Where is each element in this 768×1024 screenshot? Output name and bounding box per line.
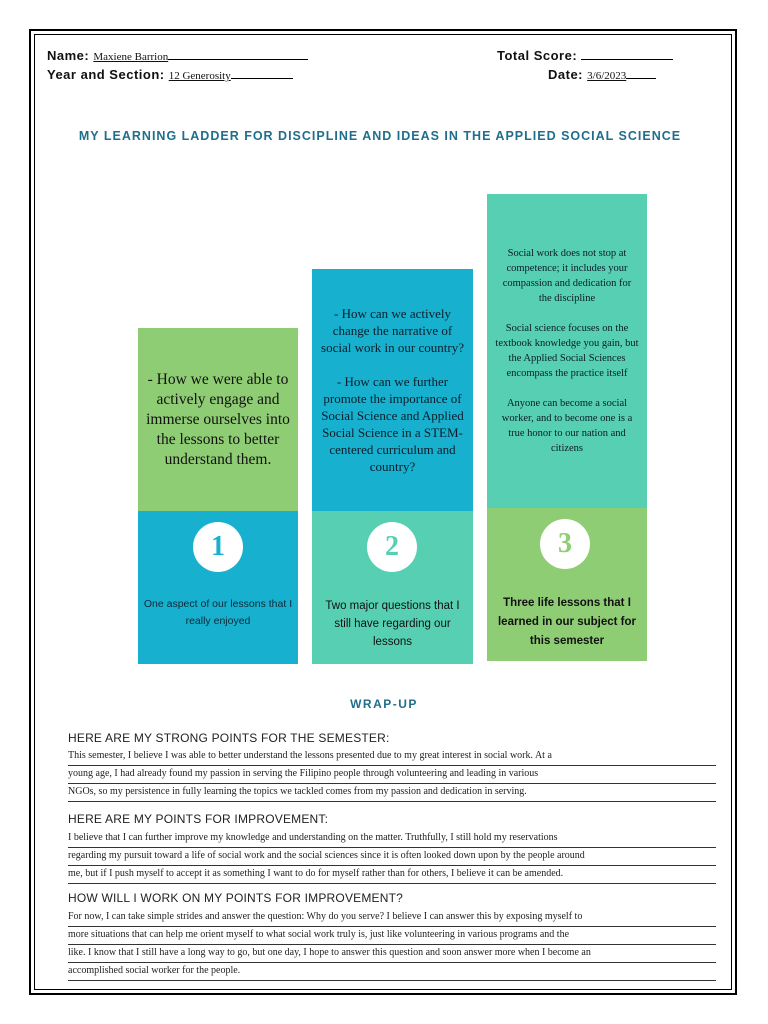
step3-number-badge: 3 [540,519,590,569]
total-score-label: Total Score: [497,48,578,63]
step1-text-box [138,328,298,511]
name-label: Name: [47,48,90,63]
how-lines [68,909,716,981]
name-value: Maxiene Barrion [93,51,169,63]
page-title: MY LEARNING LADDER FOR DISCIPLINE AND IDEAS IN THE APPLIED SOCIAL SCIENCE [78,129,682,143]
step1-text: - How we were able to actively engage and immerse ourselves into the lessons to better understand them. [146,370,290,468]
step3-lesson-3: Anyone can become a social worker, and to become one is a true honor to our nation and citizens [501,398,633,454]
total-score-field [497,48,673,63]
date-field [548,67,656,82]
wrapup-title: WRAP-UP [350,697,418,711]
year-section-value: 12 Generosity [168,70,231,82]
strong-points-lines [68,748,716,802]
date-value: 3/6/2023 [587,70,627,82]
strong-line: NGOs, so my persistence in fully learning the topics we tackled comes from my passion and dedication in serving. [68,784,716,802]
step2-number-badge: 2 [367,522,417,572]
year-section-field [47,67,293,82]
how-line: For now, I can take simple strides and answer the question: Why do you serve? I believe I can answer this by exposing myself to [68,909,716,927]
year-section-label: Year and Section: [47,67,165,82]
step3-text-box [487,194,647,508]
step3-caption: Three life lessons that I learned in our subject for this semester [497,597,637,647]
strong-points-heading: HERE ARE MY STRONG POINTS FOR THE SEMESTER: [68,731,390,745]
step2-caption: Two major questions that I still have regarding our lessons [325,600,460,648]
how-line: more situations that can help me orient myself to what social work truly is, just like volunteering in various programs and the [68,927,716,945]
date-label: Date: [548,67,584,82]
step1-number-badge: 1 [193,522,243,572]
improvement-line: me, but if I push myself to accept it as something I want to do for myself rather than for others, I believe it can be amended. [68,866,716,884]
how-line: accomplished social worker for the people. [68,963,716,981]
improvement-heading: HERE ARE MY POINTS FOR IMPROVEMENT: [68,812,329,826]
how-heading: HOW WILL I WORK ON MY POINTS FOR IMPROVEMENT? [68,891,404,905]
step2-text-box [312,269,473,511]
strong-line: This semester, I believe I was able to better understand the lessons presented due to my great interest in social work. At a [68,748,716,766]
improvement-line: I believe that I can further improve my knowledge and understanding on the matter. Truthfully, I still hold my reservations [68,830,716,848]
step1-caption: One aspect of our lessons that I really enjoyed [143,598,293,627]
improvement-line: regarding my pursuit toward a life of social work and the social sciences since it is often looked down upon by the people around [68,848,716,866]
step2-question-1: - How can we actively change the narrative of social work in our country? [321,306,464,355]
step3-lesson-2: Social science focuses on the textbook knowledge you gain, but the Applied Social Sciences encompass the practice itself [495,323,639,379]
total-score-blank [581,48,673,60]
strong-line: young age, I had already found my passion in serving the Filipino people through volunteering and leading in various [68,766,716,784]
name-field [47,48,308,63]
step2-question-2: - How can we further promote the importance of Social Science and Applied Social Science in a STEM-centered curriculum and country? [321,374,464,474]
improvement-lines [68,830,716,884]
how-line: like. I know that I still have a long way to go, but one day, I hope to answer this question and soon answer more when I become an [68,945,716,963]
step3-lesson-1: Social work does not stop at competence; it includes your compassion and dedication for the discipline [502,248,632,304]
